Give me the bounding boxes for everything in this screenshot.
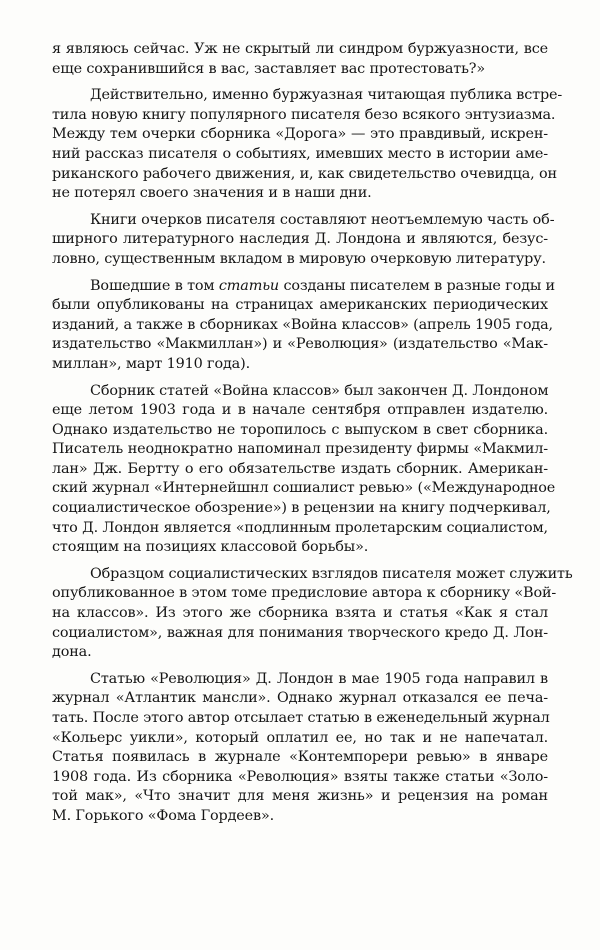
text-line: Статья появилась в журнале «Контемпорери ревью» в январе [52,749,548,766]
text-line: Статью «Революция» Д. Лондон в мае 1905 года направил в [90,670,548,687]
text-line: миллан», март 1910 года). [52,355,250,372]
emphasized-word: статьи [218,277,280,294]
text-line: ловно, существенным вкладом в мировую очерковую литературу. [52,250,546,267]
text-line: социалистическое обозрение») в рецензии на книгу подчеркивал, [52,500,551,517]
text-line: еще сохранившийся в вас, заставляет вас протестовать?» [52,60,485,77]
text-line: издательство «Макмиллан») и «Революция» (издательство «Мак- [52,336,548,353]
text-line: журнал «Атлантик мансли». Однако журнал отказался ее печа- [52,690,548,707]
text-line: не потерял своего значения и в наши дни. [52,185,372,202]
text-line: Однако издательство не торопилось с выпуском в свет сборника. [52,421,548,438]
text-line: Писатель неоднократно напоминал президенту фирмы «Макмил- [52,441,548,458]
text-line: тать. После этого автор отсылает статью в еженедельный журнал [52,710,550,726]
text-line: Действительно, именно буржуазная читающая публика встре- [90,87,563,104]
paragraph-revolution [52,670,548,827]
text-line: лан» Дж. Бертту о его обязательстве издать сборник. Американ- [52,460,548,477]
text-line: той мак», «Что значит для меня жизнь» и рецензия на роман [52,788,548,805]
text-line: 1908 года. Из сборника «Революция» взяты также статьи «Золо- [52,768,548,785]
text-line: М. Горького «Фома Гордеев». [52,807,275,824]
text-line: Между тем очерки сборника «Дорога» — это правдивый, искрен- [52,126,548,143]
paragraph-articles [52,277,555,375]
text-line: «Кольерс уикли», который оплатил ее, но так и не напечатал. [52,729,548,746]
text-line: стоящим на позициях классовой борьбы». [52,539,369,556]
text-line: дона. [52,644,92,661]
text-line: социалистом», важная для понимания творческого кредо Д. Лон- [52,624,548,641]
paragraph-reception [52,86,563,204]
text-line: на классов». Из этого же сборника взята и статья «Как я стал [52,605,548,622]
text-line: были опубликованы на страницах американских периодических [52,297,548,314]
text-line: Вошедшие в том статьи созданы писателем в разные годы и [90,277,555,294]
text-line: я являюсь сейчас. Уж не скрытый ли синдром буржуазности, все [52,41,548,57]
text-line: ский журнал «Интернейшнл сошиалист ревью» («Международное [52,480,556,497]
body-text [52,40,573,834]
text-line: ширного литературного наследия Д. Лондона и являются, безус- [52,231,548,248]
paragraph-essay-books [52,211,555,270]
paragraph-war-of-classes [52,382,556,558]
text-line: ний рассказ писателя о событиях, имевших место в истории аме- [52,145,548,162]
text-line: что Д. Лондон является «подлинным пролетарским социалистом, [52,519,548,536]
paragraph-socialist-views [52,565,573,663]
text-line: еще летом 1903 года и в начале сентября отправлен издателю. [52,402,548,419]
text-line: изданий, а также в сборниках «Война классов» (апрель 1905 года, [52,316,553,333]
text-line: тила новую книгу популярного писателя безо всякого энтузиазма. [52,106,556,123]
text-line: Книги очерков писателя составляют неотъемлемую часть об- [90,211,555,228]
text-line: опубликованное в этом томе предисловие автора к сборнику «Вой- [52,585,557,602]
text-line: Образцом социалистических взглядов писателя может служить [90,565,573,582]
text-line: риканского рабочего движения, и, как свидетельство очевидца, он [52,165,557,182]
text-line: Сборник статей «Война классов» был закончен Д. Лондоном [90,382,549,399]
paragraph-quote-ending [52,40,548,79]
